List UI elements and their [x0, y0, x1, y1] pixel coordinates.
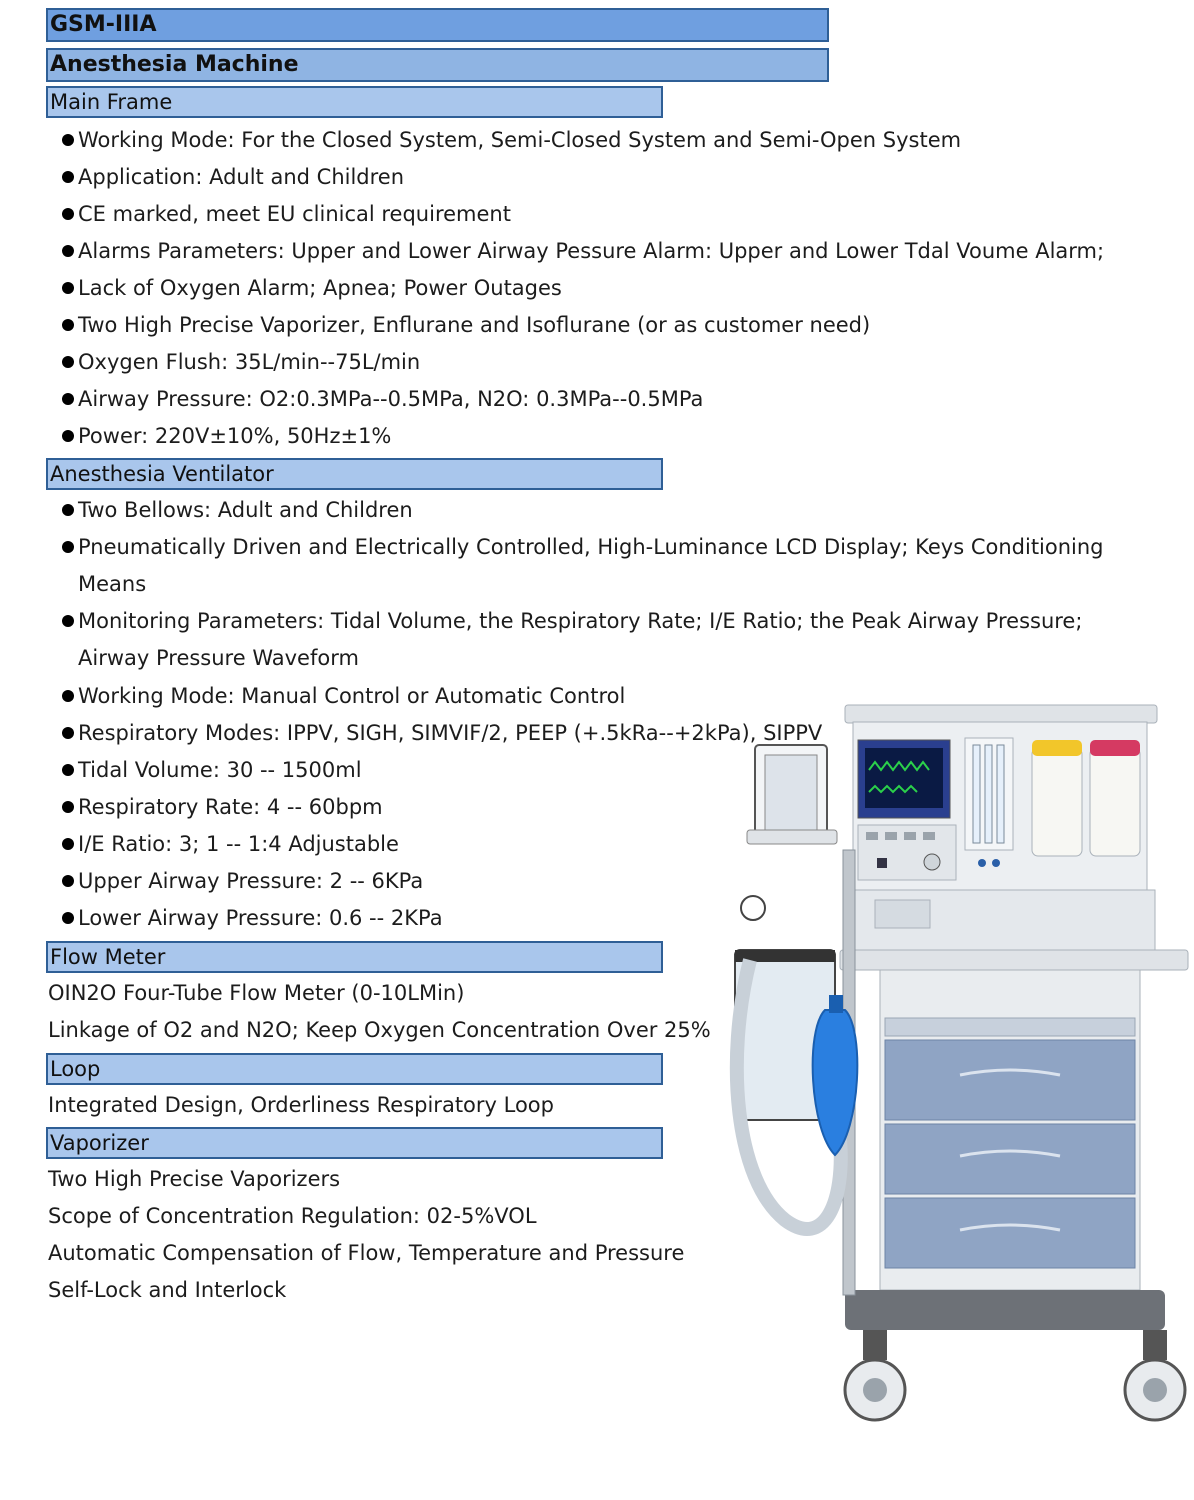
section-heading-loop: Loop — [46, 1053, 663, 1085]
list-item: Working Mode: For the Closed System, Semi-Closed System and Semi-Open System — [62, 126, 961, 154]
list-item: I/E Ratio: 3; 1 -- 1:4 Adjustable — [62, 830, 399, 858]
bullet-icon — [62, 282, 74, 294]
list-item: Two Bellows: Adult and Children — [62, 496, 413, 524]
product-subtitle: Anesthesia Machine — [46, 48, 829, 82]
bullet-icon — [62, 764, 74, 776]
list-item-continuation: Means — [78, 572, 147, 596]
bullet-icon — [62, 356, 74, 368]
list-item: Lower Airway Pressure: 0.6 -- 2KPa — [62, 904, 443, 932]
list-item: OIN2O Four-Tube Flow Meter (0-10LMin) — [48, 981, 465, 1005]
section-heading-ventilator: Anesthesia Ventilator — [46, 458, 663, 490]
list-item: Oxygen Flush: 35L/min--75L/min — [62, 348, 420, 376]
bullet-icon — [62, 541, 74, 553]
bullet-icon — [62, 838, 74, 850]
bullet-icon — [62, 245, 74, 257]
list-item: Airway Pressure: O2:0.3MPa--0.5MPa, N2O: 0.3MPa--0.5MPa — [62, 385, 703, 413]
list-item: CE marked, meet EU clinical requirement — [62, 200, 511, 228]
list-item: Respiratory Modes: IPPV, SIGH, SIMVIF/2, PEEP (+.5kRa--+2kPa), SIPPV — [62, 719, 822, 747]
list-item: Linkage of O2 and N2O; Keep Oxygen Concentration Over 25% — [48, 1018, 711, 1042]
list-item: Lack of Oxygen Alarm; Apnea; Power Outages — [62, 274, 562, 302]
bullet-icon — [62, 393, 74, 405]
section-heading-flow-meter: Flow Meter — [46, 941, 663, 973]
bullet-icon — [62, 430, 74, 442]
bullet-icon — [62, 875, 74, 887]
list-item: Automatic Compensation of Flow, Temperature and Pressure — [48, 1241, 685, 1265]
section-heading-vaporizer: Vaporizer — [46, 1127, 663, 1159]
list-item: Two High Precise Vaporizer, Enflurane and Isoflurane (or as customer need) — [62, 311, 870, 339]
list-item: Application: Adult and Children — [62, 163, 404, 191]
bullet-icon — [62, 912, 74, 924]
bullet-icon — [62, 504, 74, 516]
list-item: Integrated Design, Orderliness Respiratory Loop — [48, 1093, 554, 1117]
list-item-continuation: Airway Pressure Waveform — [78, 646, 359, 670]
list-item: Tidal Volume: 30 -- 1500ml — [62, 756, 362, 784]
bullet-icon — [62, 801, 74, 813]
anesthesia-machine-illustration — [725, 700, 1194, 1430]
list-item: Working Mode: Manual Control or Automatic Control — [62, 682, 625, 710]
list-item: Pneumatically Driven and Electrically Controlled, High-Luminance LCD Display; Keys Conditioning — [62, 533, 1104, 561]
list-item: Respiratory Rate: 4 -- 60bpm — [62, 793, 383, 821]
list-item: Self-Lock and Interlock — [48, 1278, 287, 1302]
list-item: Alarms Parameters: Upper and Lower Airway Pessure Alarm: Upper and Lower Tdal Voume Alarm; — [62, 237, 1104, 265]
bullet-icon — [62, 690, 74, 702]
list-item: Scope of Concentration Regulation: 02-5%VOL — [48, 1204, 537, 1228]
bullet-icon — [62, 615, 74, 627]
bullet-icon — [62, 171, 74, 183]
bullet-icon — [62, 208, 74, 220]
bullet-icon — [62, 319, 74, 331]
bullet-icon — [62, 727, 74, 739]
section-heading-main-frame: Main Frame — [46, 86, 663, 118]
list-item: Monitoring Parameters: Tidal Volume, the Respiratory Rate; I/E Ratio; the Peak Airway Pressure; — [62, 607, 1082, 635]
list-item: Power: 220V±10%, 50Hz±1% — [62, 422, 391, 450]
list-item: Upper Airway Pressure: 2 -- 6KPa — [62, 867, 423, 895]
list-item: Two High Precise Vaporizers — [48, 1167, 341, 1191]
product-title: GSM-IIIA — [46, 8, 829, 42]
bullet-icon — [62, 134, 74, 146]
